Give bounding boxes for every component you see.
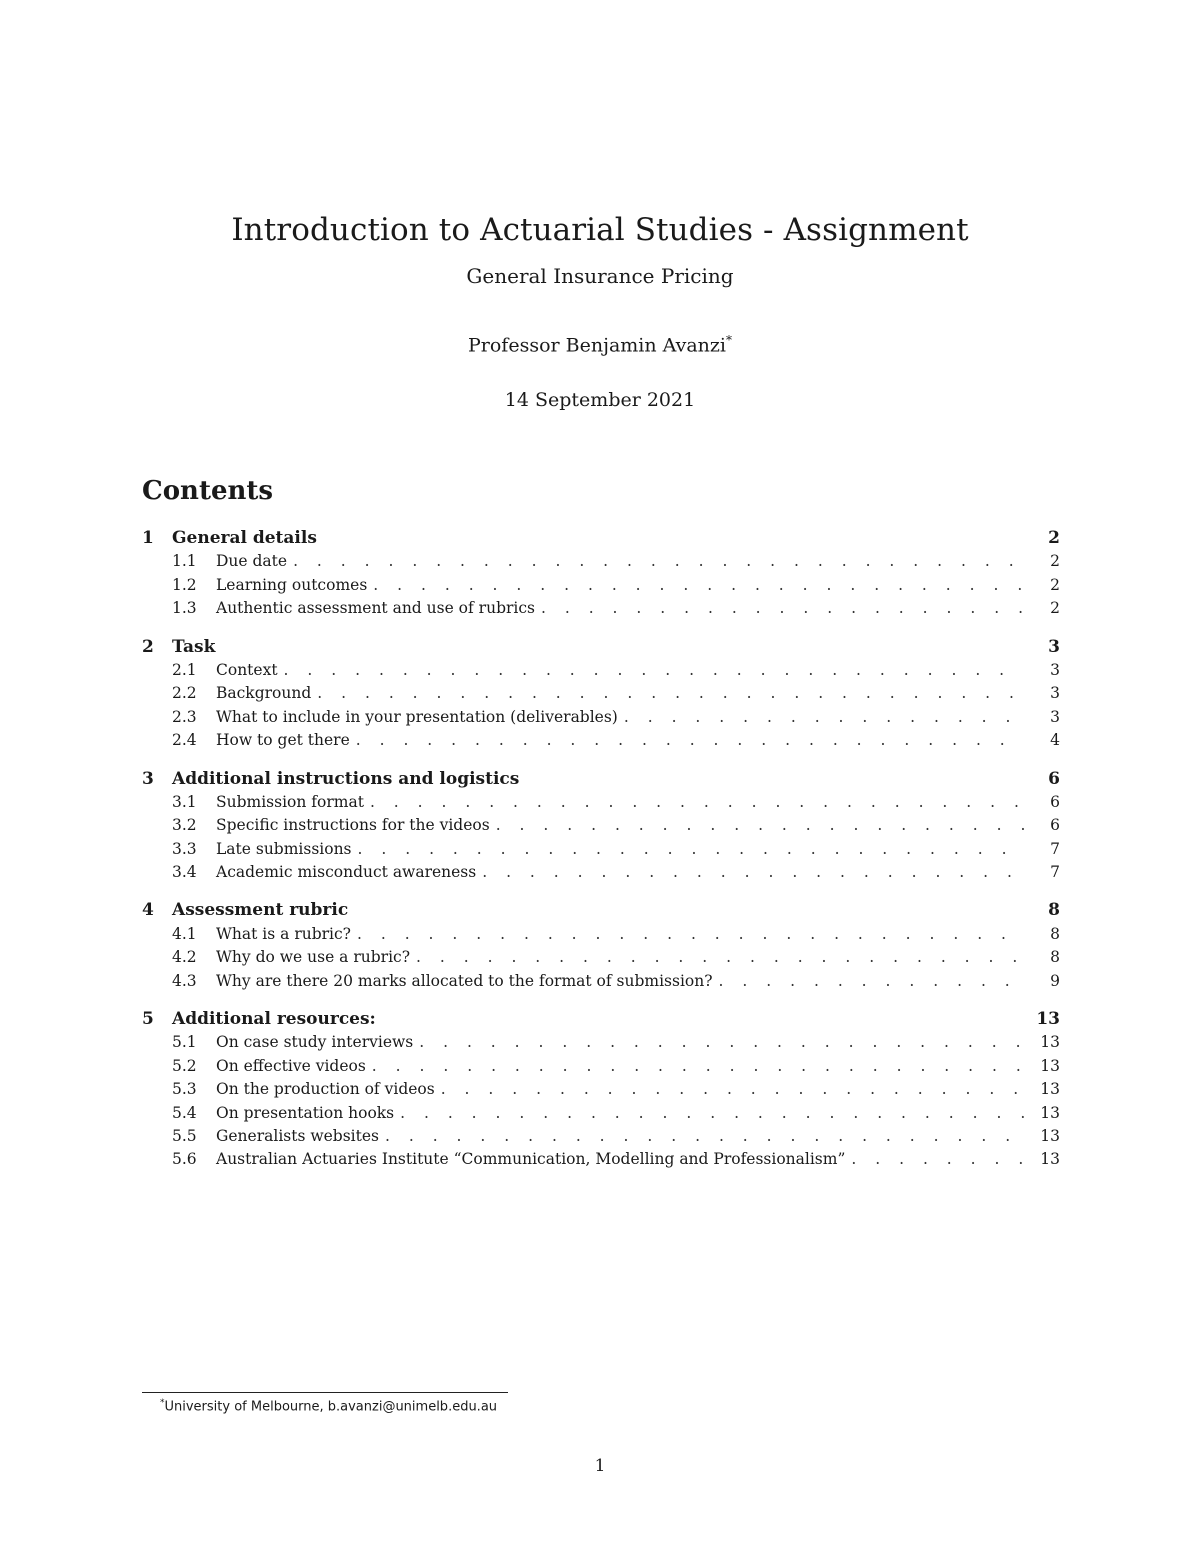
toc-subsection-title[interactable]: Submission format bbox=[216, 792, 364, 811]
toc-subsection-entry[interactable] bbox=[142, 838, 1060, 861]
toc-subsection-number: 2.4 bbox=[172, 731, 197, 750]
toc-dot-leader bbox=[419, 1031, 1024, 1054]
toc-subsection-title[interactable]: Background bbox=[216, 684, 312, 703]
toc-dot-leader bbox=[496, 814, 1024, 837]
toc-section-number: 1 bbox=[142, 528, 154, 548]
toc-subsection-number: 3.2 bbox=[172, 816, 197, 835]
toc-dot-leader bbox=[370, 791, 1024, 814]
toc-subsection-page[interactable]: 13 bbox=[1040, 1033, 1060, 1052]
toc-subsection-page[interactable]: 13 bbox=[1040, 1103, 1060, 1122]
toc-subsection-title[interactable]: On effective videos bbox=[216, 1056, 366, 1075]
toc-dot-leader bbox=[357, 923, 1024, 946]
toc-subsection-title[interactable]: On presentation hooks bbox=[216, 1103, 395, 1122]
toc-dot-leader bbox=[851, 1148, 1024, 1171]
toc-subsection-entry[interactable] bbox=[142, 550, 1060, 573]
toc-subsection-entry[interactable] bbox=[142, 1102, 1060, 1125]
toc-section-page[interactable]: 6 bbox=[1048, 768, 1060, 789]
toc-dot-leader bbox=[416, 946, 1024, 969]
toc-subsection-entry[interactable] bbox=[142, 923, 1060, 946]
toc-section bbox=[142, 899, 1060, 993]
toc-dot-leader bbox=[719, 970, 1024, 993]
toc-subsection-page[interactable]: 13 bbox=[1040, 1056, 1060, 1075]
toc-subsection-entry[interactable] bbox=[142, 706, 1060, 729]
toc-subsection-number: 5.6 bbox=[172, 1150, 197, 1169]
toc-subsection-number: 1.2 bbox=[172, 575, 197, 594]
toc-subsection-entry[interactable] bbox=[142, 597, 1060, 620]
toc-subsection-page[interactable]: 2 bbox=[1050, 552, 1060, 571]
toc-section-entry[interactable] bbox=[142, 768, 1060, 791]
toc-subsection-page[interactable]: 3 bbox=[1050, 660, 1060, 679]
toc-section-entry[interactable] bbox=[142, 527, 1060, 550]
toc-subsection-number: 5.1 bbox=[172, 1033, 197, 1052]
toc-subsection-number: 2.1 bbox=[172, 660, 197, 679]
toc-subsection-title[interactable]: Authentic assessment and use of rubrics bbox=[216, 599, 535, 618]
document-title: Introduction to Actuarial Studies - Assignment bbox=[231, 212, 969, 248]
toc-dot-leader bbox=[624, 706, 1024, 729]
toc-subsection-title[interactable]: How to get there bbox=[216, 731, 350, 750]
toc-subsection-entry[interactable] bbox=[142, 814, 1060, 837]
toc-subsection-page[interactable]: 9 bbox=[1050, 971, 1060, 990]
toc-subsection-title[interactable]: Generalists websites bbox=[216, 1126, 379, 1145]
footnote-text: University of Melbourne, b.avanzi@unimelb.edu.au bbox=[164, 1399, 498, 1415]
toc-subsection-number: 3.4 bbox=[172, 863, 197, 882]
toc-subsection-page[interactable]: 7 bbox=[1050, 863, 1060, 882]
toc-subsection-title[interactable]: Academic misconduct awareness bbox=[216, 863, 477, 882]
toc-subsection-page[interactable]: 3 bbox=[1050, 707, 1060, 726]
toc-subsection-page[interactable]: 13 bbox=[1040, 1080, 1060, 1099]
toc-section-number: 3 bbox=[142, 768, 154, 789]
toc-subsection-entry[interactable] bbox=[142, 1148, 1060, 1171]
toc-section-title[interactable]: Additional resources: bbox=[172, 1009, 376, 1030]
toc-dot-leader bbox=[372, 1055, 1024, 1078]
toc-dot-leader bbox=[400, 1102, 1024, 1125]
toc-subsection-number: 2.2 bbox=[172, 684, 197, 703]
toc-subsection-title[interactable]: Learning outcomes bbox=[216, 575, 368, 594]
toc-subsection-entry[interactable] bbox=[142, 861, 1060, 884]
toc-subsection-entry[interactable] bbox=[142, 970, 1060, 993]
toc-subsection-number: 4.2 bbox=[172, 948, 197, 967]
toc-subsection-number: 3.3 bbox=[172, 839, 197, 858]
toc-subsection-number: 1.1 bbox=[172, 552, 197, 571]
toc-dot-leader bbox=[284, 659, 1024, 682]
toc-subsection-entry[interactable] bbox=[142, 946, 1060, 969]
toc-subsection-number: 4.1 bbox=[172, 924, 197, 943]
toc-subsection-number: 5.2 bbox=[172, 1056, 197, 1075]
toc-dot-leader bbox=[293, 550, 1024, 573]
toc-subsection-page[interactable]: 2 bbox=[1050, 599, 1060, 618]
toc-subsection-page[interactable]: 13 bbox=[1040, 1126, 1060, 1145]
contents-heading: Contents bbox=[142, 476, 274, 506]
toc-section-page[interactable]: 8 bbox=[1048, 900, 1060, 921]
toc-section-entry[interactable] bbox=[142, 899, 1060, 922]
toc-subsection-entry[interactable] bbox=[142, 791, 1060, 814]
toc-subsection-number: 4.3 bbox=[172, 971, 197, 990]
toc-section-title[interactable]: Task bbox=[172, 636, 216, 657]
toc-subsection-page[interactable]: 3 bbox=[1050, 684, 1060, 703]
toc-section bbox=[142, 636, 1060, 753]
toc-section-title[interactable]: Assessment rubric bbox=[172, 900, 349, 921]
toc-subsection-entry[interactable] bbox=[142, 659, 1060, 682]
toc-dot-leader bbox=[356, 729, 1024, 752]
toc-section-number: 4 bbox=[142, 900, 154, 921]
toc-subsection-title[interactable]: Context bbox=[216, 660, 278, 679]
toc-subsection-title[interactable]: Australian Actuaries Institute “Communication, Modelling and Professionalism” bbox=[216, 1150, 846, 1169]
author-name: Professor Benjamin Avanzi bbox=[467, 334, 726, 357]
toc-subsection-entry[interactable] bbox=[142, 729, 1060, 752]
document-author bbox=[0, 333, 1200, 356]
toc-subsection-title[interactable]: On case study interviews bbox=[216, 1033, 414, 1052]
toc-subsection-entry[interactable] bbox=[142, 574, 1060, 597]
author-footnote-mark[interactable]: * bbox=[726, 333, 732, 347]
toc-subsection-entry[interactable] bbox=[142, 1078, 1060, 1101]
toc-subsection-page[interactable]: 8 bbox=[1050, 948, 1060, 967]
table-of-contents bbox=[142, 527, 1060, 1187]
toc-subsection-page[interactable]: 7 bbox=[1050, 839, 1060, 858]
page-number: 1 bbox=[594, 1456, 606, 1476]
toc-subsection-entry[interactable] bbox=[142, 1031, 1060, 1054]
toc-subsection-title[interactable]: Due date bbox=[216, 552, 288, 571]
toc-section-number: 5 bbox=[142, 1009, 154, 1030]
toc-section bbox=[142, 527, 1060, 621]
toc-subsection-page[interactable]: 2 bbox=[1050, 575, 1060, 594]
toc-dot-leader bbox=[385, 1125, 1024, 1148]
toc-dot-leader bbox=[541, 597, 1024, 620]
footnote-divider bbox=[142, 1392, 508, 1393]
toc-section-page[interactable]: 13 bbox=[1036, 1009, 1060, 1030]
document-date: 14 September 2021 bbox=[504, 389, 696, 411]
toc-section-title[interactable]: General details bbox=[172, 528, 317, 548]
toc-section-number: 2 bbox=[142, 636, 154, 657]
toc-subsection-title[interactable]: On the production of videos bbox=[216, 1080, 435, 1099]
toc-subsection-title[interactable]: Late submissions bbox=[216, 839, 352, 858]
toc-subsection-page[interactable]: 4 bbox=[1050, 731, 1060, 750]
document-subtitle: General Insurance Pricing bbox=[466, 264, 734, 288]
toc-subsection-page[interactable]: 8 bbox=[1050, 924, 1060, 943]
toc-dot-leader bbox=[441, 1078, 1024, 1101]
toc-subsection-number: 3.1 bbox=[172, 792, 197, 811]
toc-subsection-page[interactable]: 6 bbox=[1050, 792, 1060, 811]
toc-dot-leader bbox=[317, 682, 1024, 705]
toc-subsection-entry[interactable] bbox=[142, 682, 1060, 705]
toc-section-page[interactable]: 2 bbox=[1048, 528, 1060, 548]
toc-subsection-number: 5.4 bbox=[172, 1103, 197, 1122]
toc-section bbox=[142, 1008, 1060, 1172]
toc-subsection-page[interactable]: 6 bbox=[1050, 816, 1060, 835]
toc-subsection-entry[interactable] bbox=[142, 1055, 1060, 1078]
toc-subsection-number: 1.3 bbox=[172, 599, 197, 618]
footnote-mark: * bbox=[160, 1398, 165, 1408]
toc-section-entry[interactable] bbox=[142, 1008, 1060, 1031]
toc-dot-leader bbox=[358, 838, 1024, 861]
toc-subsection-page[interactable]: 13 bbox=[1040, 1150, 1060, 1169]
toc-subsection-title[interactable]: Why do we use a rubric? bbox=[216, 948, 411, 967]
toc-subsection-number: 5.3 bbox=[172, 1080, 197, 1099]
toc-subsection-title[interactable]: What is a rubric? bbox=[216, 924, 351, 943]
toc-section-page[interactable]: 3 bbox=[1048, 636, 1060, 657]
toc-section-entry[interactable] bbox=[142, 636, 1060, 659]
toc-subsection-title[interactable]: Specific instructions for the videos bbox=[216, 816, 490, 835]
toc-subsection-title[interactable]: Why are there 20 marks allocated to the format of submission? bbox=[216, 971, 713, 990]
toc-subsection-title[interactable]: What to include in your presentation (deliverables) bbox=[216, 707, 618, 726]
toc-subsection-number: 2.3 bbox=[172, 707, 197, 726]
toc-subsection-number: 5.5 bbox=[172, 1126, 197, 1145]
footnote bbox=[160, 1398, 497, 1414]
toc-section-title[interactable]: Additional instructions and logistics bbox=[172, 768, 520, 789]
toc-subsection-entry[interactable] bbox=[142, 1125, 1060, 1148]
toc-dot-leader bbox=[373, 574, 1024, 597]
toc-dot-leader bbox=[482, 861, 1024, 884]
toc-section bbox=[142, 768, 1060, 885]
